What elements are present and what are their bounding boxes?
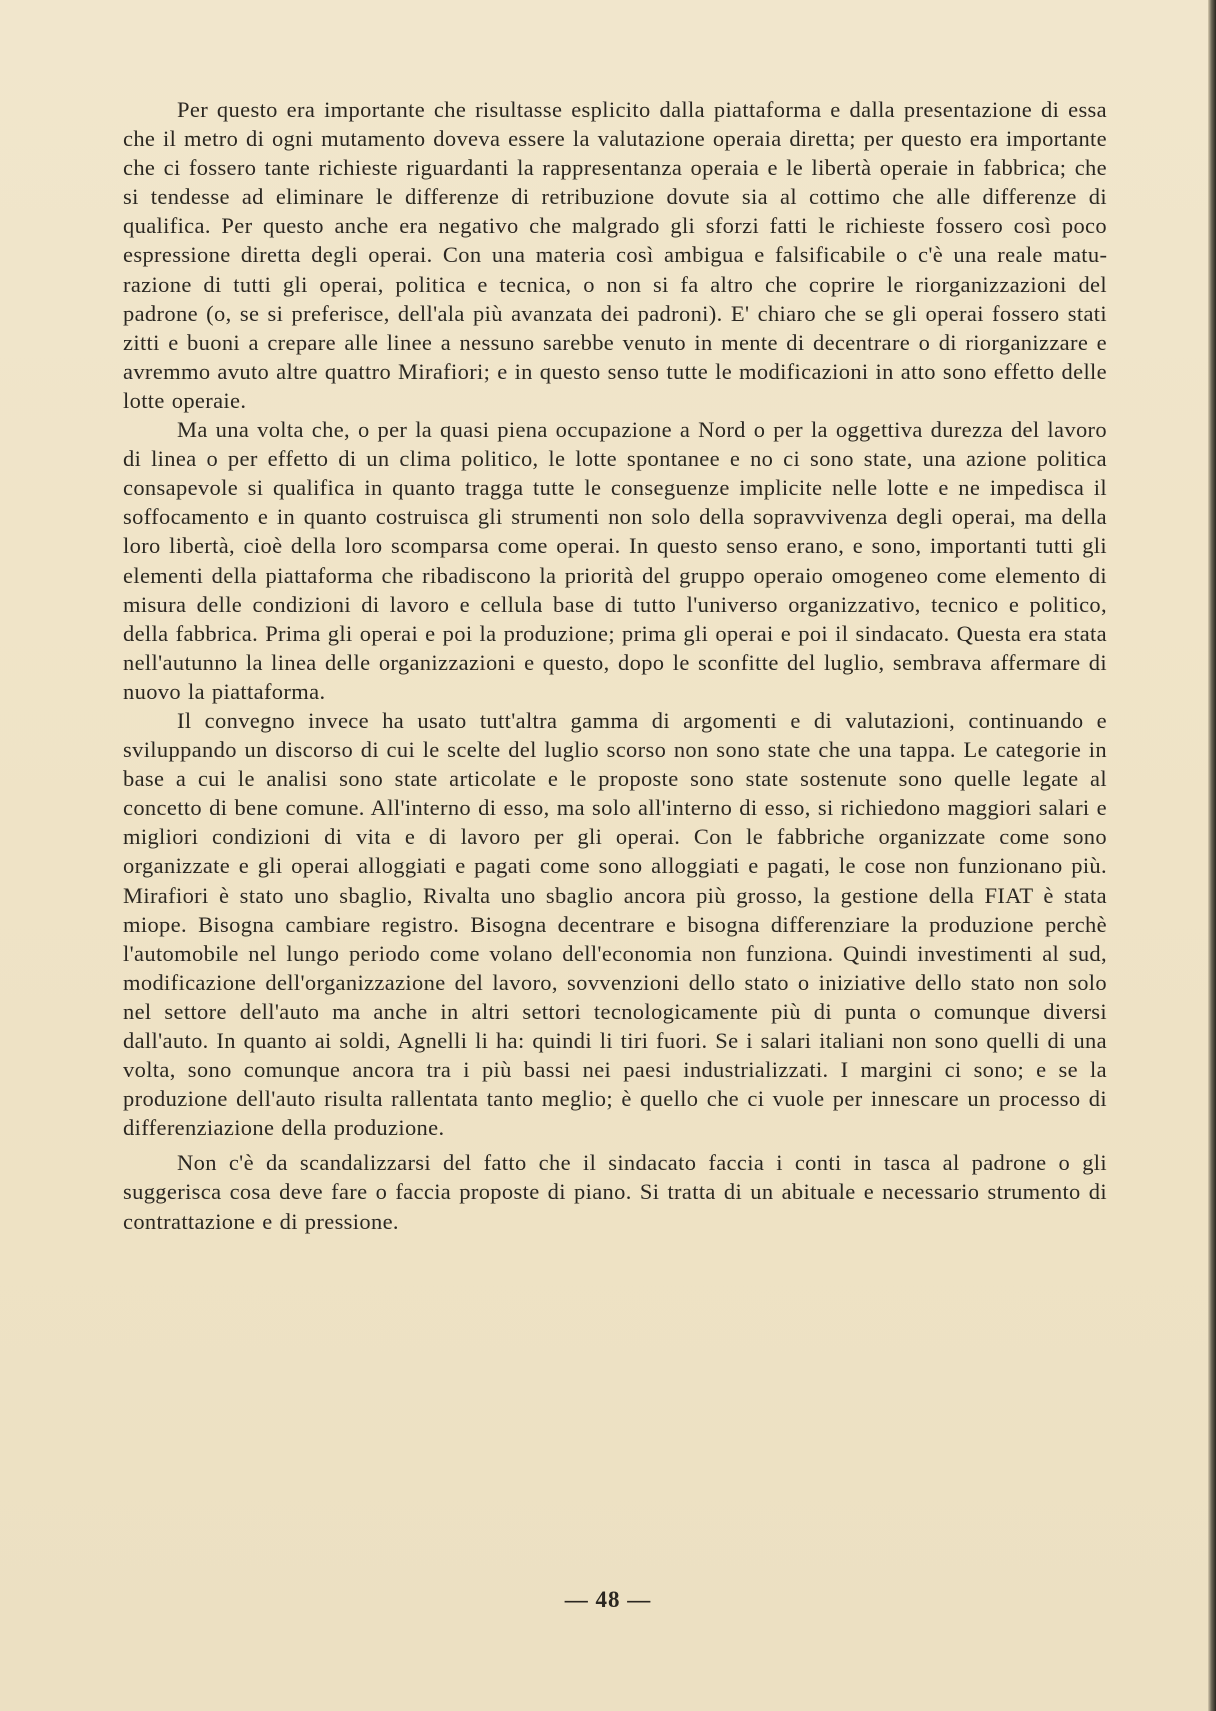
body-text bbox=[123, 95, 1107, 1236]
page-number: — 48 — bbox=[564, 1587, 652, 1612]
paragraph-3: Il convegno invece ha usato tutt'altra gamma di argomenti e di valutazioni, continuando e sviluppando un discorso di cui le scelte del luglio scorso non sono state che una tappa. Le categorie in base a cui le analisi sono state articolate e le proposte sono state sostenute sono quelle legate al concetto di bene comune. All'interno di esso, ma solo all'interno di esso, si richiedono maggiori salari e migliori condizioni di vita e di lavoro per gli operai. Con le fabbriche organizzate come sono organizzate e gli operai alloggiati e pagati come sono alloggiati e pagati, le cose non funzionano più. Mirafiori è stato uno sbaglio, Rivalta uno sbaglio ancora più grosso, la gestione della FIAT è stata miope. Bisogna cambiare registro. Bisogna decentrare e bisogna differenziare la produzione perchè l'automobile nel lungo periodo come volano dell'economia non funziona. Quindi investimenti al sud, modificazione dell'organizzazione del lavoro, sovvenzioni dello stato o iniziative dello stato non solo nel settore dell'auto ma anche in altri settori tecnologicamente più di punta o comunque diversi dall'auto. In quanto ai soldi, Agnelli li ha: quindi li tiri fuori. Se i salari italiani non sono quelli di una volta, sono comunque ancora tra i più bassi nei paesi industrializzati. I margini ci sono; e se la produzione dell'auto risulta rallentata tanto meglio; è quello che ci vuole per innescare un processo di differenziazione della produzione. bbox=[123, 707, 1107, 1141]
paragraph-1: Per questo era importante che risultasse esplicito dalla piattaforma e dalla presentazione di essa che il metro di ogni mutamento doveva essere la valutazione operaia diretta; per questo era importante che ci fossero tante richieste riguardanti la rappresentanza operaia e le libertà operaie in fabbrica; che si tendesse ad eliminare le differenze di retribuzione dovute sia al cottimo che alle differenze di qualifica. Per questo anche era negativo che malgrado gli sforzi fatti le richieste fossero così poco espressione diretta degli operai. Con una materia così ambigua e falsificabile o c'è una reale maturazione di tutti gli operai, politica e tecnica, o non si fa altro che coprire le riorganizzazioni del padrone (o, se si preferisce, dell'ala più avanzata dei padroni). E' chiaro che se gli operai fossero stati zitti e buoni a crepare alle linee a nessuno sarebbe venuto in mente di decentrare o di riorganizzare e avremmo avuto altre quattro Mirafiori; e in questo senso tutte le modificazioni in atto sono effetto delle lotte operaie. bbox=[123, 97, 1107, 413]
page-edge-shadow bbox=[1208, 0, 1216, 1711]
paragraph-4: Non c'è da scandalizzarsi del fatto che il sindacato faccia i conti in tasca al padrone o gli suggerisca cosa deve fare o faccia proposte di piano. Si tratta di un abituale e necessario strumento di contrattazione e di pressione. bbox=[123, 1150, 1107, 1234]
paragraph-2: Ma una volta che, o per la quasi piena occupazione a Nord o per la oggettiva durezza del lavoro di linea o per effetto di un clima politico, le lotte spontanee e no ci sono state, una azione politica consapevole si qualifica in quanto tragga tutte le conseguenze implicite nelle lotte e ne impedisca il soffocamento e in quanto costruisca gli strumenti non solo della sopravvivenza degli operai, ma della loro libertà, cioè della loro scomparsa come operai. In questo senso erano, e sono, importanti tutti gli elementi della piattaforma che ribadiscono la priorità del gruppo operaio omogeneo come elemento di misura delle condizioni di lavoro e cellula base di tutto l'universo organizzativo, tecnico e politico, della fabbrica. Prima gli operai e poi la produzione; prima gli operai e poi il sindacato. Questa era stata nell'autunno la linea delle organizzazioni e questo, dopo le sconfitte del luglio, sembrava affermare di nuovo la piattaforma. bbox=[123, 417, 1107, 704]
